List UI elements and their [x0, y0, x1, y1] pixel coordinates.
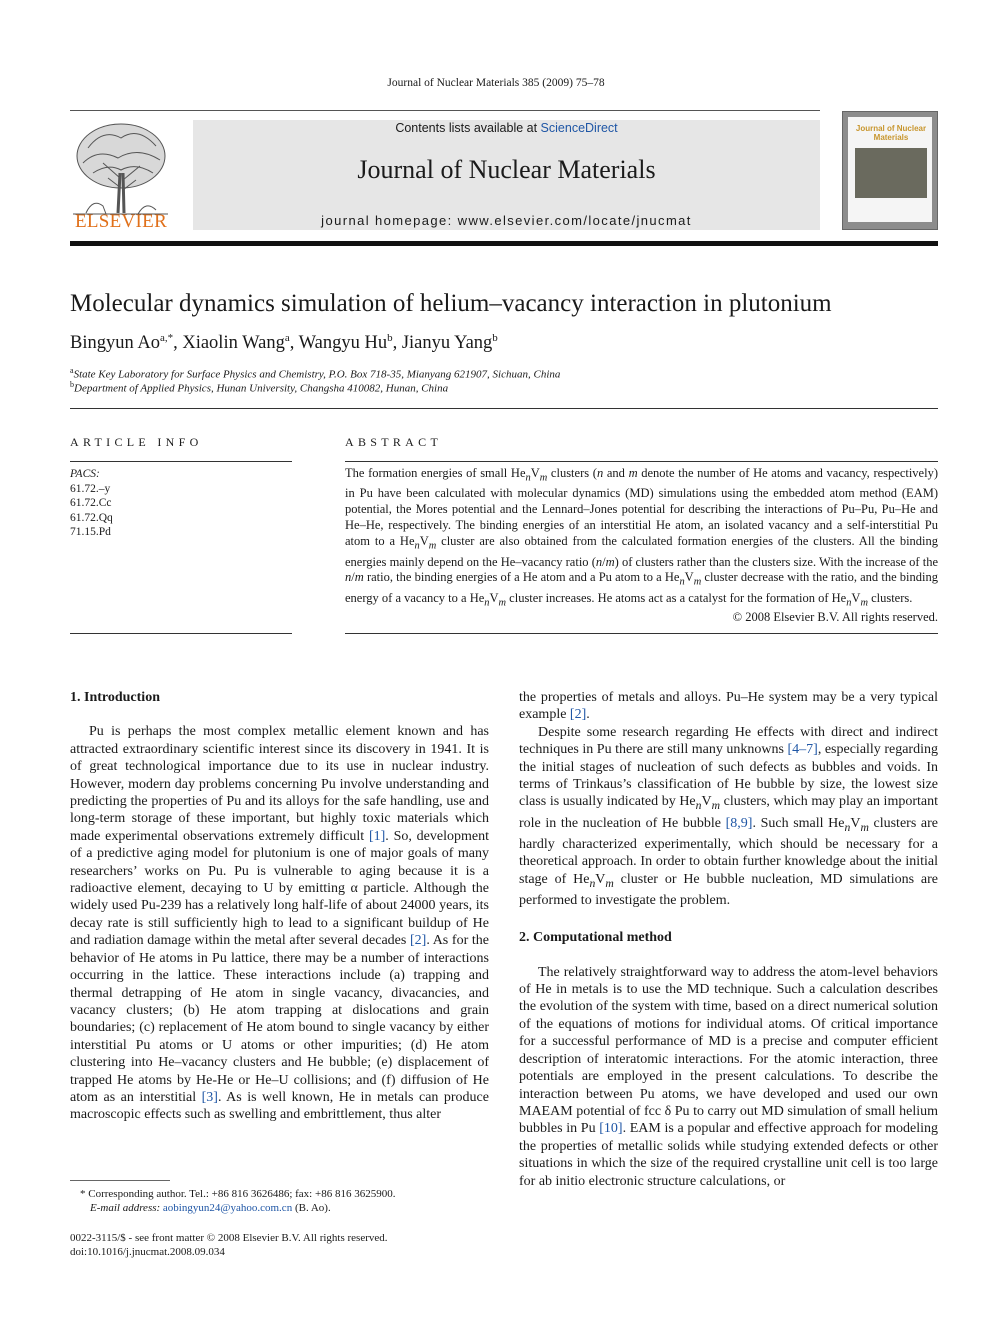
affiliation-text: State Key Laboratory for Surface Physics and Chemistry, P.O. Box 718-35, Mianyang 621907, Sichuan, China — [73, 368, 561, 381]
journal-citation: Journal of Nuclear Materials 385 (2009) 75–78 — [387, 77, 605, 89]
header-thick-rule — [70, 241, 938, 246]
article-info-heading: ARTICLE INFO — [70, 435, 203, 449]
affiliation — [70, 366, 560, 381]
abstract-copyright: © 2008 Elsevier B.V. All rights reserved. — [732, 610, 938, 624]
email-label: E-mail address: — [90, 1202, 161, 1214]
header-rule — [70, 110, 820, 111]
article-title: Molecular dynamics simulation of helium–vacancy interaction in plutonium — [70, 290, 832, 317]
email-suffix: (B. Ao). — [292, 1202, 331, 1214]
sciencedirect-link[interactable]: ScienceDirect — [540, 121, 618, 135]
pacs-block — [70, 467, 113, 540]
contents-prefix: Contents lists available at — [395, 121, 541, 135]
issn-line: 0022-3115/$ - see front matter © 2008 Elsevier B.V. All rights reserved. — [70, 1232, 388, 1244]
author-sup: a — [284, 332, 290, 344]
journal-homepage[interactable]: journal homepage: www.elsevier.com/locate/jnucmat — [321, 213, 692, 228]
pacs-code: 61.72.Cc — [70, 497, 112, 509]
article-info-rule — [70, 461, 292, 462]
section-rule — [70, 408, 938, 409]
citation-link[interactable]: [8,9] — [725, 815, 753, 831]
affiliation-text: Department of Applied Physics, Hunan University, Changsha 410082, Hunan, China — [74, 382, 449, 395]
author-sup: a,* — [159, 332, 174, 344]
author-sup: b — [387, 332, 393, 344]
author-name: Bingyun Ao — [70, 333, 160, 354]
cover-image — [855, 148, 927, 198]
intro-paragraph-continued: the properties of metals and alloys. Pu–He system may be a very typical example [2]. — [519, 690, 938, 723]
article-info-bottom-rule — [70, 633, 292, 634]
author-list: Bingyun $Ao^{a,*}$, Xiaolin Wang$^a$, Wangyu Hu$^b$, Jianyu Yang$^b$ — [70, 332, 498, 354]
journal-title: Journal of Nuclear Materials — [357, 155, 656, 184]
abstract-text: The formation energies of small $He_nV_m$ clusters (n and m denote the number of He atoms and vacancy, respectively) in Pu have been calculated with molecular dynamics (MD) simulations using the embedded atom method (EAM) potential, the Mores potential and the Lennard–Jones potential for describing the interactions of Pu–Pu, Pu–He and He–He, respectively. The binding energies of an interstitial He atom, an isolated vacancy and a self-interstitial Pu atom to a $He_nV_m$ cluster are also obtained from the calculated formation energies of the clusters. All the binding energies mainly depend on the He–vacancy ratio (n/m) of clusters rather than the clusters size. With the increase of the n/m ratio, the binding energies of a He atom and a Pu atom to a $He_nV_m$ cluster decrease with the ratio, and the binding energy of a vacancy to a $He_nV_m$ cluster increases. He atoms act as a catalyst for the formation of $He_nV_m$ clusters. — [345, 466, 939, 609]
citation-link[interactable]: [1] — [368, 828, 386, 844]
footnote — [70, 1187, 395, 1215]
intro-paragraph: Despite some research regarding He effects with direct and indirect techniques in Pu there are still many unknowns [4–7], especially regarding the initial stages of nucleation of such defects as bubbles and voids. In terms of Trinkaus’s classification of He bubble by size, the lowest size class is usually indicated by $He_nV_m$ clusters, which may play an important role in the nucleation of He bubble [8,9]. Such small $He_nV_m$ clusters are hardly characterized experimentally, which should be necessary for a theoretical approach. In order to obtain further knowledge about the initial stage of $He_nV_m$ cluster or He bubble nucleation, MD simulations are performed to investigate the problem. — [519, 724, 938, 908]
abstract-heading: ABSTRACT — [345, 435, 443, 449]
doi-line[interactable]: doi:10.1016/j.jnucmat.2008.09.034 — [70, 1246, 225, 1258]
affiliation-sup: a — [70, 366, 74, 375]
citation-link[interactable]: [10] — [599, 1121, 623, 1137]
citation-link[interactable]: [3] — [201, 1089, 218, 1105]
pacs-code: 71.15.Pd — [70, 526, 111, 538]
journal-cover-thumbnail — [842, 111, 938, 230]
corresponding-author-note: * Corresponding author. Tel.: +86 816 3626486; fax: +86 816 3625900. — [80, 1188, 396, 1200]
front-matter — [70, 1231, 388, 1259]
email-note — [70, 1201, 395, 1215]
affiliation — [70, 380, 448, 395]
contents-line — [193, 121, 820, 135]
footnote-rule — [70, 1180, 170, 1181]
email-link[interactable]: aobingyun24@yahoo.com.cn — [162, 1202, 293, 1214]
citation-link[interactable]: [2] — [569, 707, 587, 723]
elsevier-logo — [68, 118, 174, 234]
citation-link[interactable]: [4–7] — [787, 742, 818, 758]
left-column — [70, 689, 489, 1124]
author-name: Wangyu Hu — [298, 333, 388, 354]
affiliation-sup: b — [70, 380, 74, 389]
author-name: Xiaolin Wang — [182, 333, 285, 354]
right-column — [519, 689, 938, 1190]
abstract-bottom-rule — [345, 633, 938, 634]
publisher-wordmark: ELSEVIER — [74, 211, 168, 232]
citation-link[interactable]: [2] — [409, 933, 427, 949]
pacs-code: 61.72.Qq — [70, 511, 113, 524]
author-name: Jianyu Yang — [401, 333, 493, 354]
section-heading-introduction: 1. Introduction — [70, 690, 160, 705]
pacs-label: PACS: — [70, 468, 100, 480]
cover-title: Journal of Nuclear Materials — [855, 124, 927, 142]
intro-paragraph: Pu is perhaps the most complex metallic element known and has attracted extraordinary scientific interest since its discovery in 1941. It is of great technological importance due to its use in nuclear industry. However, modern day problems concerning Pu involve understanding and predicting the properties of Pu and its alloys for the safe handling, use and long-term storage of these important, but highly toxic materials which made experimental observations extremely difficult [1]. So, development of a predictive aging model for plutonium is one of major goals of many researchers’ works on Pu. Pu is vulnerable to aging because it is a radioactive element, decaying to U by emitting α particle. Although the widely used Pu-239 has a relatively long half-life of about 24000 years, its decay rate is still sufficiently high to lead to a significant buildup of He and radiation damage within the metal after several decades [2]. As for the behavior of He atoms in Pu lattice, there may be a number of interactions occurring in the lattice. These interactions include (a) trapping and thermal detrapping of He atom in single vacancy, divacancies, and vacancy clusters; (b) He atom trapping at dislocations and grain boundaries; (c) replacement of He atom bound to single vacancy by either interstitial Pu atoms or U atoms or other impurities; (d) He atom clustering into He–vacancy clusters and He bubble; (e) displacement of trapped He atoms by He-He or He–U collisions; and (f) diffusion of He atom as an interstitial [3]. As is well known, He in metals can produce macroscopic effects such as swelling and embrittlement, thus alter — [70, 724, 489, 1123]
section-heading-computational-method: 2. Computational method — [519, 930, 672, 946]
method-paragraph: The relatively straightforward way to address the atom-level behaviors of He in metals is to use the MD technique. Such a calculation describes the evolution of the system with time, based on a direct numerical solution of the equations of motions for individual atoms. Of critical importance for a successful performance of MD is a precise and computer efficient description of interatomic interactions. For the atomic interaction, three potentials are employed in the present calculations. To describe the interaction between Pu atoms, we have developed and used our own MAEAM potential of fcc δ Pu to carry out MD simulation of small helium bubbles in Pu [10]. EAM is a popular and effective approach for modeling the properties of metallic solids while studying extended defects or other situations in which the size of the required crystalline unit cell is too large for ab initio electronic structure calculations, or — [519, 964, 938, 1189]
pacs-code: 61.72.–y — [70, 482, 111, 495]
author-sup: b — [492, 332, 498, 344]
abstract-rule — [345, 461, 938, 462]
